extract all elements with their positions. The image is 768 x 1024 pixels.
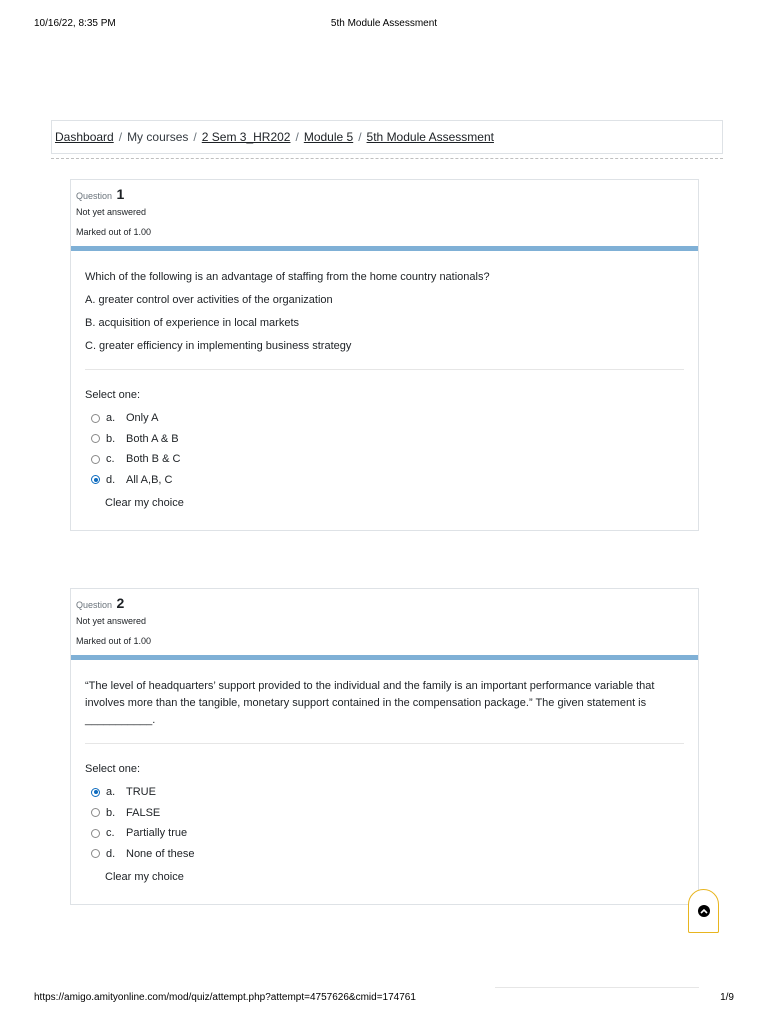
radio-button[interactable] xyxy=(91,414,100,423)
question-statement-c: C. greater efficiency in implementing business strategy xyxy=(85,340,352,352)
question-number-value: 1 xyxy=(116,186,125,202)
option-text: FALSE xyxy=(126,806,161,819)
breadcrumb-my-courses: My courses xyxy=(127,130,189,144)
question-statement-a: A. greater control over activities of the organization xyxy=(85,294,333,306)
question-number-value: 2 xyxy=(116,595,125,611)
print-date: 10/16/22, 8:35 PM xyxy=(34,18,116,29)
answer-option-a[interactable] xyxy=(85,782,684,803)
question-stem: Which of the following is an advantage of staffing from the home country nationals? xyxy=(85,271,490,283)
option-letter: d. xyxy=(106,473,116,486)
radio-button[interactable] xyxy=(91,434,100,443)
question-card-1 xyxy=(70,179,699,531)
question-content xyxy=(71,660,698,904)
question-label: Question xyxy=(76,600,113,610)
question-grade: Marked out of 1.00 xyxy=(76,227,152,237)
question-stem: “The level of headquarters’ support provided to the individual and the family is an important performance variable that involves more than the tangible, monetary support contained in the compensation package.” The given statement is ___________. xyxy=(85,680,655,726)
breadcrumb-divider xyxy=(51,158,723,159)
question-state: Not yet answered xyxy=(76,616,147,626)
print-url: https://amigo.amityonline.com/mod/quiz/attempt.php?attempt=4757626&cmid=174761 xyxy=(34,992,416,1003)
breadcrumb xyxy=(51,120,723,154)
question-text xyxy=(85,678,684,729)
question-statement-b: B. acquisition of experience in local markets xyxy=(85,317,299,329)
radio-button[interactable] xyxy=(91,849,100,858)
option-text: Only A xyxy=(126,412,159,425)
question-divider xyxy=(85,369,684,370)
answer-option-c[interactable] xyxy=(85,823,684,844)
answer-option-a[interactable] xyxy=(85,408,684,429)
breadcrumb-dashboard-link[interactable]: Dashboard xyxy=(55,130,114,144)
footer-divider xyxy=(495,987,699,988)
option-letter: c. xyxy=(106,453,115,466)
option-text: Both A & B xyxy=(126,432,179,445)
radio-button[interactable] xyxy=(91,808,100,817)
question-card-2 xyxy=(70,588,699,905)
radio-button-selected[interactable] xyxy=(91,475,100,484)
option-text: All A,B, C xyxy=(126,473,173,486)
radio-button-selected[interactable] xyxy=(91,788,100,797)
print-title: 5th Module Assessment xyxy=(330,18,438,29)
answer-option-c[interactable] xyxy=(85,449,684,470)
breadcrumb-separator: / xyxy=(295,130,299,144)
clear-choice-link[interactable]: Clear my choice xyxy=(105,871,184,883)
breadcrumb-module-link[interactable]: Module 5 xyxy=(303,130,354,144)
radio-button[interactable] xyxy=(91,455,100,464)
option-text: None of these xyxy=(126,847,195,860)
option-text: TRUE xyxy=(126,786,156,799)
option-text: Partially true xyxy=(126,827,188,840)
question-label: Question xyxy=(76,191,113,201)
question-content xyxy=(71,251,698,530)
scroll-to-top-button[interactable] xyxy=(688,889,719,933)
option-letter: b. xyxy=(106,432,116,445)
breadcrumb-separator: / xyxy=(193,130,197,144)
answer-option-d[interactable] xyxy=(85,844,684,865)
select-one-label: Select one: xyxy=(85,389,141,401)
question-info xyxy=(71,180,698,246)
breadcrumb-separator: / xyxy=(358,130,362,144)
question-number xyxy=(76,594,698,612)
radio-button[interactable] xyxy=(91,829,100,838)
question-text xyxy=(85,269,684,355)
breadcrumb-separator: / xyxy=(118,130,123,144)
question-info xyxy=(71,589,698,655)
option-text: Both B & C xyxy=(126,453,181,466)
chevron-up-circle-icon xyxy=(698,905,710,917)
question-state: Not yet answered xyxy=(76,207,147,217)
breadcrumb-assessment-link[interactable]: 5th Module Assessment xyxy=(366,130,494,144)
breadcrumb-course-link[interactable]: 2 Sem 3_HR202 xyxy=(201,130,291,144)
print-header xyxy=(34,18,734,32)
clear-choice-link[interactable]: Clear my choice xyxy=(105,497,184,509)
print-page-number: 1/9 xyxy=(720,992,734,1003)
option-letter: a. xyxy=(106,786,116,799)
answer-option-b[interactable] xyxy=(85,429,684,450)
select-one-label: Select one: xyxy=(85,763,141,775)
option-letter: b. xyxy=(106,806,116,819)
answer-option-d[interactable] xyxy=(85,470,684,491)
question-divider xyxy=(85,743,684,744)
answer-option-b[interactable] xyxy=(85,803,684,824)
option-letter: a. xyxy=(106,412,116,425)
question-number xyxy=(76,185,698,203)
option-letter: c. xyxy=(106,827,115,840)
option-letter: d. xyxy=(106,847,116,860)
question-grade: Marked out of 1.00 xyxy=(76,636,152,646)
